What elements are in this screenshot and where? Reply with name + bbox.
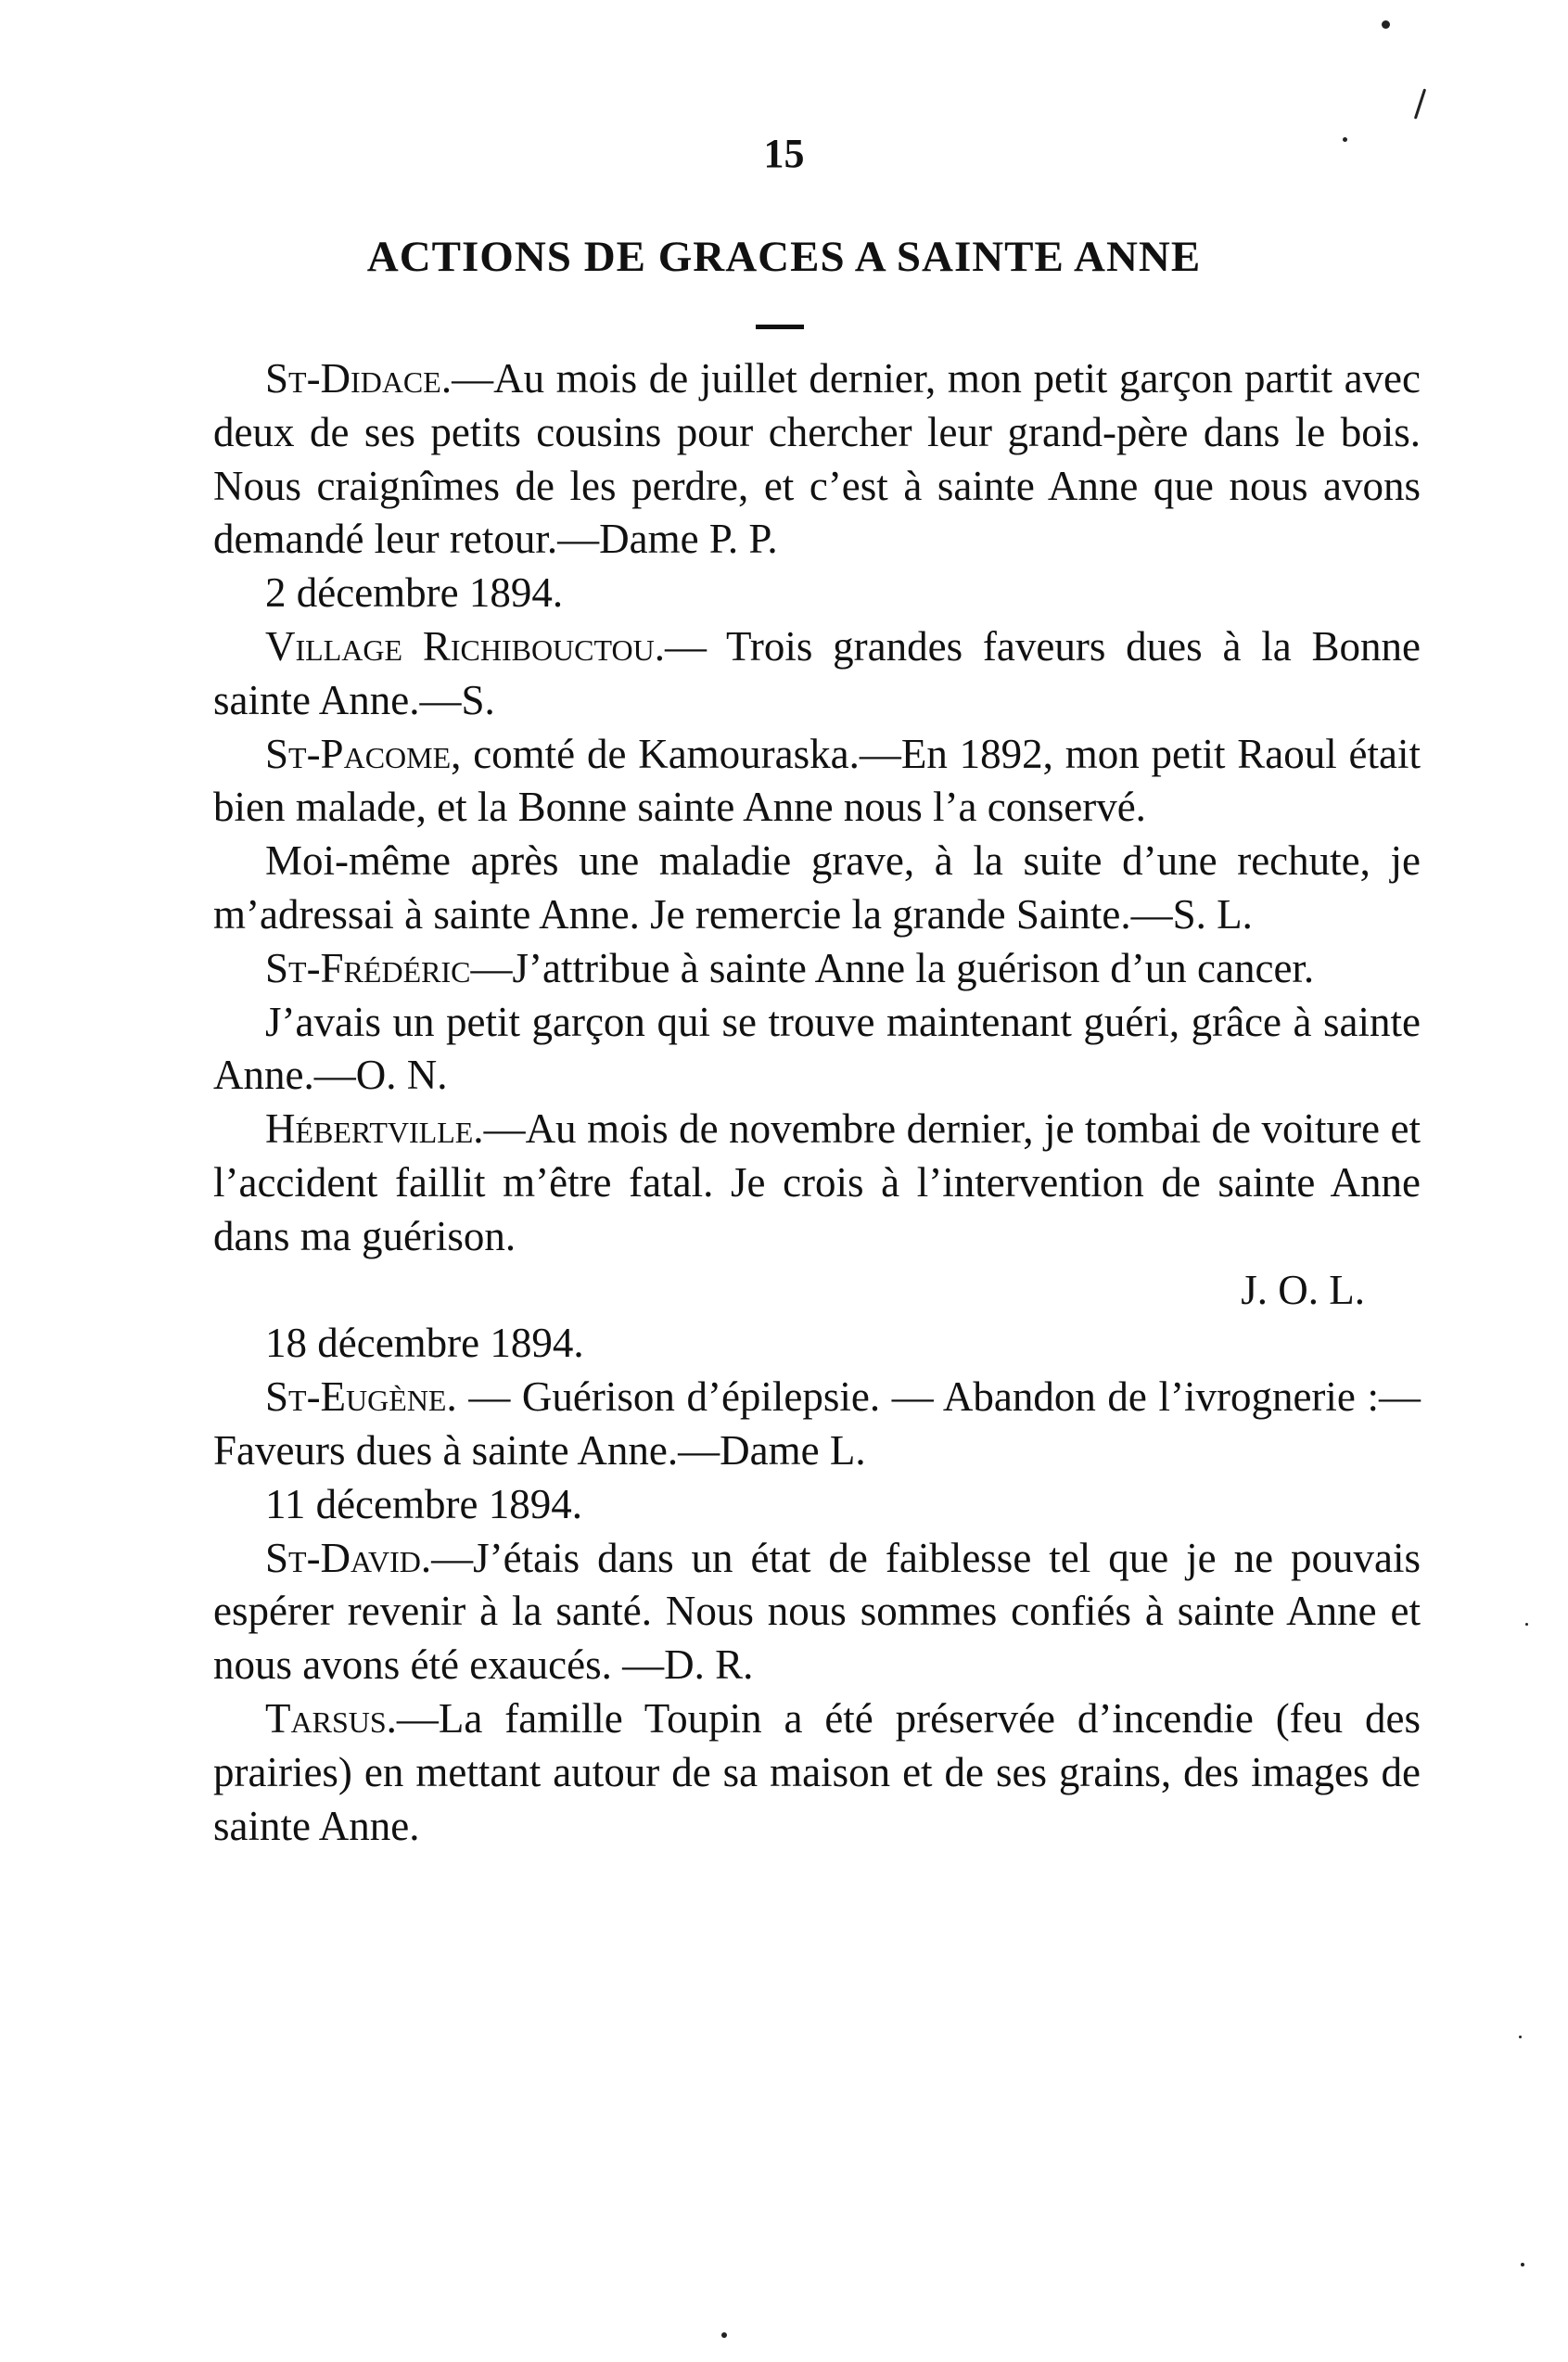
scan-speck <box>1382 20 1390 29</box>
page-number: 15 <box>763 131 805 176</box>
scan-speck <box>1525 1623 1528 1626</box>
entry-paragraph <box>213 996 1421 1104</box>
entry-text: —Au mois de juillet dernier, mon petit garçon partit avec deux de ses petits cousins pour chercher leur grand-père dans le bois. Nous craignîmes de les perdre, et c’est à sainte Anne que nous avons demandé leur retour.—Dame P. P. <box>213 355 1421 563</box>
entry-place: St-David. <box>265 1534 432 1581</box>
entry-signature <box>213 1264 1421 1318</box>
entry-text: —J’étais dans un état de faiblesse tel que je ne pouvais espérer revenir à la santé. Nous nous sommes confiés à sainte Anne et nous avons été exaucés. —D. R. <box>213 1534 1421 1689</box>
page-body <box>213 352 1421 1853</box>
entry-date <box>213 567 1421 620</box>
entry-hebertville <box>213 1103 1421 1263</box>
entry-village-richibouctou <box>213 620 1421 728</box>
entry-text: 11 décembre 1894. <box>265 1480 582 1527</box>
entry-text: comté de Kamouraska.—En 1892, mon petit Raoul était bien malade, et la Bonne sainte Anne nous l’a conservé. <box>213 730 1421 831</box>
entry-text: —La famille Toupin a été préservée d’incendie (feu des prairies) en mettant autour de sa maison et de ses grains, des images de sainte Anne. <box>213 1694 1421 1849</box>
entry-text: 18 décembre 1894. <box>265 1320 584 1367</box>
entry-text: — Guérison d’épilepsie. — Abandon de l’ivrognerie :—Faveurs dues à sainte Anne.—Dame L. <box>213 1373 1421 1474</box>
scan-speck <box>1343 137 1347 142</box>
entry-st-eugene <box>213 1371 1421 1478</box>
page-title: ACTIONS DE GRACES A SAINTE ANNE <box>366 233 1202 281</box>
entry-date <box>213 1478 1421 1532</box>
entry-st-frederic <box>213 942 1421 996</box>
scan-speck <box>721 2332 727 2338</box>
scan-speck <box>1519 2036 1522 2038</box>
entry-st-david <box>213 1532 1421 1692</box>
entry-place: Hébertville. <box>265 1105 484 1153</box>
entry-st-pacome <box>213 728 1421 836</box>
entry-text: —J’attribue à sainte Anne la guérison d’un cancer. <box>470 944 1315 991</box>
title-rule <box>756 325 804 329</box>
entry-text: J’avais un petit garçon qui se trouve maintenant guéri, grâce à sainte Anne.—O. N. <box>213 998 1421 1099</box>
signature-text: J. O. L. <box>1241 1266 1365 1313</box>
entry-tarsus <box>213 1692 1421 1853</box>
entry-paragraph <box>213 835 1421 942</box>
entry-place: St-Eugène. <box>265 1373 457 1421</box>
entry-place: St-Didace. <box>265 355 453 402</box>
entry-place: St-Frédéric <box>265 944 471 991</box>
entry-text: — Trois grandes faveurs dues à la Bonne sainte Anne.—S. <box>213 622 1421 723</box>
scan-speck <box>1521 2263 1524 2266</box>
entry-date <box>213 1317 1421 1371</box>
entry-place: Village Richibouctou. <box>265 622 665 670</box>
entry-st-didace <box>213 352 1421 567</box>
entry-text: 2 décembre 1894. <box>265 569 564 617</box>
entry-text: —Au mois de novembre dernier, je tombai de voiture et l’accident faillit m’être fatal. Je crois à l’intervention de sainte Anne dans ma guérison. <box>213 1105 1421 1259</box>
entry-place: St-Pacome, <box>265 730 462 777</box>
entry-text: Moi-même après une maladie grave, à la suite d’une rechute, je m’adressai à sainte Anne. Je remercie la grande Sainte.—S. L. <box>213 837 1421 938</box>
scan-speck <box>1414 88 1426 119</box>
entry-place: Tarsus. <box>265 1694 397 1742</box>
